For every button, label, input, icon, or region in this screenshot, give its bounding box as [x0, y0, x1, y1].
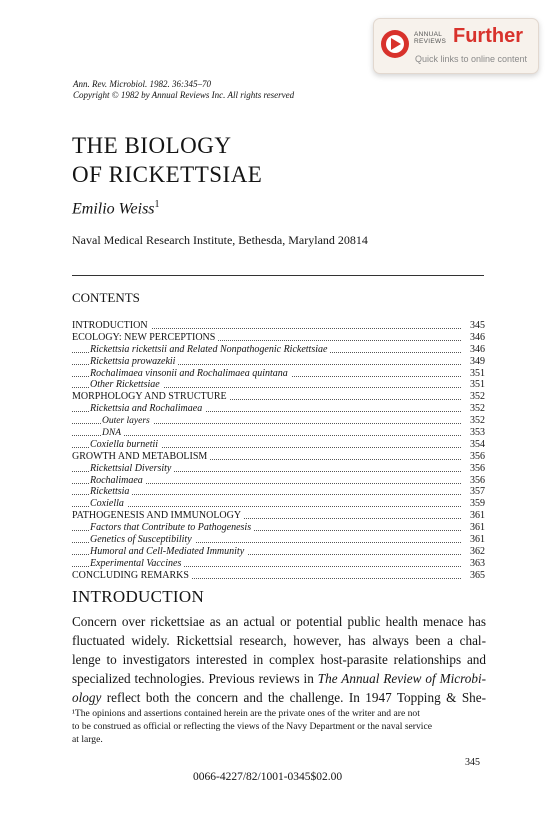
author-footnote-mark: 1	[154, 199, 160, 210]
toc-entry-page: 354	[470, 438, 485, 450]
body-line	[72, 688, 486, 707]
badge-line2: REVIEWS	[414, 38, 447, 45]
toc-entry	[72, 475, 485, 487]
footnote-line2: to be construed as official or reflecting the views of the Navy Department or the naval service	[72, 721, 432, 732]
toc-entry-title: CONCLUDING REMARKS	[72, 570, 192, 582]
toc-entry-page: 346	[470, 331, 485, 343]
affiliation: Naval Medical Research Institute, Bethesda, Maryland 20814	[72, 233, 368, 247]
body-line: fluctuated widely. Rickettsial research, however, has always been a chal-	[72, 633, 486, 648]
body-line: lenge to investigators interested in complex host-parasite relationships and	[72, 652, 486, 667]
toc-entry-page: 365	[470, 569, 485, 581]
toc-entry	[72, 368, 485, 380]
toc-entry	[72, 498, 485, 510]
journal-title-cont: ology	[72, 690, 102, 705]
toc-entry-title: Coxiella burnetii	[90, 439, 161, 451]
toc-entry-title: PATHOGENESIS AND IMMUNOLOGY	[72, 510, 244, 522]
toc-entry-page: 356	[470, 450, 485, 462]
toc-entry	[72, 427, 485, 439]
table-of-contents	[72, 320, 485, 582]
toc-entry-title: Rickettsial Diversity	[90, 463, 174, 475]
toc-entry-page: 362	[470, 545, 485, 557]
toc-entry-title: Genetics of Susceptibility	[90, 534, 195, 546]
badge-brand: Further	[453, 25, 523, 47]
annual-reviews-wordmark	[414, 31, 446, 45]
toc-leader-dots	[72, 506, 461, 507]
toc-entry	[72, 510, 485, 522]
toc-entry	[72, 546, 485, 558]
issn-line: 0066-4227/82/1001-0345$02.00	[193, 771, 343, 783]
annual-reviews-further-badge[interactable]	[373, 18, 539, 74]
toc-entry	[72, 534, 485, 546]
page-number: 345	[465, 757, 480, 768]
toc-entry	[72, 320, 485, 332]
toc-entry-title: DNA	[102, 427, 124, 439]
toc-entry-page: 356	[470, 474, 485, 486]
footnote-line1: ¹The opinions and assertions contained herein are the private ones of the writer and are not	[72, 708, 420, 719]
toc-entry	[72, 558, 485, 570]
toc-entry-page: 352	[470, 403, 485, 415]
toc-entry-page: 361	[470, 534, 485, 546]
toc-entry	[72, 391, 485, 403]
toc-entry-page: 351	[470, 367, 485, 379]
toc-entry	[72, 415, 485, 427]
toc-entry-title: Rickettsia prowazekii	[90, 356, 178, 368]
toc-entry-page: 349	[470, 355, 485, 367]
toc-entry	[72, 451, 485, 463]
toc-entry-page: 357	[470, 486, 485, 498]
article-title	[72, 131, 262, 189]
toc-entry	[72, 463, 485, 475]
section-heading-introduction: INTRODUCTION	[72, 587, 205, 606]
footnote-line3: at large.	[72, 734, 103, 745]
toc-entry-title: Coxiella	[90, 498, 127, 510]
toc-entry-title: Humoral and Cell-Mediated Immunity	[90, 546, 247, 558]
toc-entry-title: Experimental Vaccines	[90, 558, 184, 570]
toc-entry	[72, 332, 485, 344]
toc-entry-page: 361	[470, 522, 485, 534]
toc-entry-title: MORPHOLOGY AND STRUCTURE	[72, 391, 230, 403]
footnote	[72, 707, 486, 746]
contents-heading: CONTENTS	[72, 290, 140, 305]
toc-entry-page: 363	[470, 557, 485, 569]
divider	[72, 275, 484, 276]
toc-entry-title: Rickettsia	[90, 486, 132, 498]
toc-entry	[72, 522, 485, 534]
toc-entry-title: Rickettsia and Rochalimaea	[90, 403, 205, 415]
toc-entry-page: 345	[470, 320, 485, 331]
toc-entry-title: Factors that Contribute to Pathogenesis	[90, 522, 254, 534]
toc-entry-page: 361	[470, 510, 485, 522]
toc-entry-title: Outer layers	[102, 415, 153, 427]
toc-entry	[72, 486, 485, 498]
citation-line1: Ann. Rev. Microbiol. 1982. 36:345–70	[73, 79, 211, 89]
toc-entry-page: 346	[470, 343, 485, 355]
toc-entry	[72, 403, 485, 415]
citation	[73, 79, 294, 101]
author	[72, 199, 160, 218]
toc-entry-title: Rickettsia rickettsii and Related Nonpathogenic Rickettsiae	[90, 344, 330, 356]
title-line1: THE BIOLOGY	[72, 133, 232, 158]
body-text-span: reflect both the concern and the challenge. In 1947 Topping & She-	[101, 690, 486, 705]
toc-entry-page: 352	[470, 391, 485, 403]
journal-title: The Annual Review of Microbi-	[317, 671, 486, 686]
toc-entry	[72, 570, 485, 582]
toc-entry-page: 359	[470, 498, 485, 510]
toc-entry-page: 356	[470, 462, 485, 474]
toc-entry-page: 353	[470, 427, 485, 439]
citation-line2: Copyright © 1982 by Annual Reviews Inc. All rights reserved	[73, 90, 295, 100]
toc-leader-dots	[72, 435, 461, 436]
author-name: Emilio Weiss	[72, 200, 155, 218]
further-logo-icon	[380, 29, 410, 59]
toc-entry-title: Other Rickettsiae	[90, 379, 163, 391]
badge-subtitle: Quick links to online content	[415, 54, 528, 64]
toc-entry	[72, 439, 485, 451]
badge-line1: ANNUAL	[414, 31, 443, 38]
toc-entry-title: ECOLOGY: NEW PERCEPTIONS	[72, 332, 218, 344]
toc-entry-title: GROWTH AND METABOLISM	[72, 451, 210, 463]
toc-entry-title: INTRODUCTION	[72, 320, 151, 332]
body-line	[72, 669, 486, 688]
introduction-paragraph	[72, 612, 486, 707]
toc-entry	[72, 356, 485, 368]
title-line2: OF RICKETTSIAE	[72, 162, 263, 187]
toc-entry	[72, 379, 485, 391]
toc-entry	[72, 344, 485, 356]
toc-entry-page: 351	[470, 379, 485, 391]
toc-entry-page: 352	[470, 415, 485, 427]
toc-entry-title: Rochalimaea	[90, 475, 146, 487]
toc-entry-title: Rochalimaea vinsonii and Rochalimaea quintana	[90, 368, 291, 380]
body-text-span: specialized technologies. Previous reviews in	[72, 671, 318, 686]
body-line: Concern over rickettsiae as an actual or potential public health menace has	[72, 614, 486, 629]
